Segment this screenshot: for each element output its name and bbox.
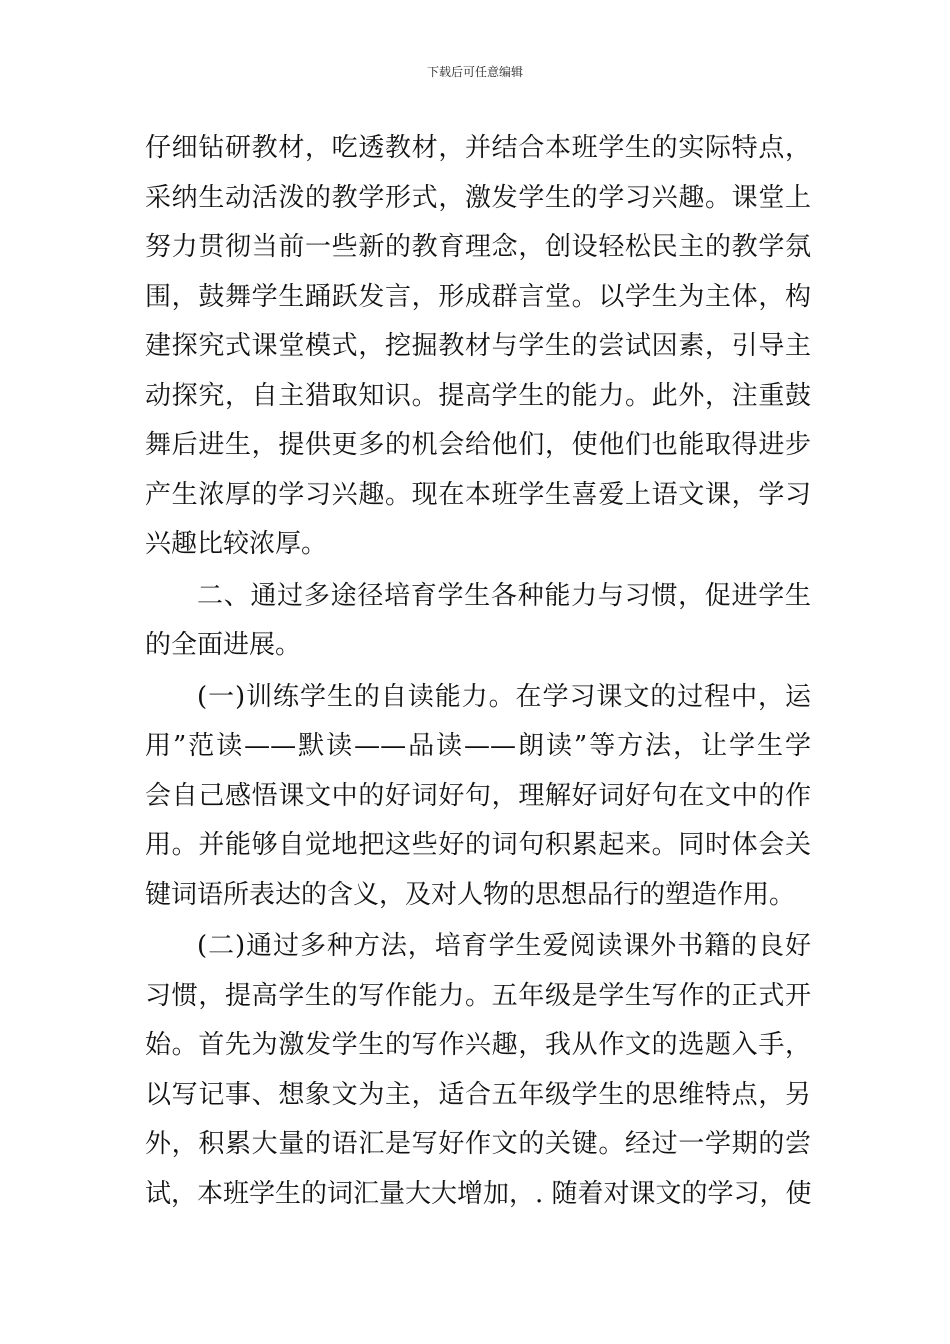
text-line: 始。首先为激发学生的写作兴趣，我从作文的选题入手， <box>145 1030 811 1060</box>
text-line: 习惯，提高学生的写作能力。五年级是学生写作的正式开 <box>145 980 811 1011</box>
text-line: 产生浓厚的学习兴趣。现在本班学生喜爱上语文课，学习 <box>145 479 811 510</box>
text-line: 会自己感悟课文中的好词好句，理解好词好句在文中的作 <box>145 780 811 811</box>
paragraph <box>145 673 811 921</box>
text-line: 的全面进展。 <box>145 630 302 660</box>
text-line: 动探究，自主猎取知识。提高学生的能力。此外，注重鼓 <box>145 380 811 411</box>
text-line: 兴趣比较浓厚。 <box>145 529 328 559</box>
text-line: 建探究式课堂模式，挖掘教材与学生的尝试因素，引导主 <box>145 331 811 361</box>
paragraph <box>145 124 811 570</box>
paragraph <box>145 572 811 671</box>
text-line: 以写记事、想象文为主，适合五年级学生的思维特点，另 <box>145 1079 811 1110</box>
text-line: 用”范读——默读——品读——朗读”等方法，让学生学 <box>145 731 811 761</box>
text-line: 努力贯彻当前一些新的教育理念，创设轻松民主的教学氛 <box>145 232 811 262</box>
text-line: 键词语所表达的含义，及对人物的思想品行的塑造作用。 <box>145 879 796 910</box>
text-line: 仔细钻研教材，吃透教材，并结合本班学生的实际特点， <box>145 133 811 163</box>
document-body <box>145 124 811 1219</box>
text-line: (一)训练学生的自读能力。在学习课文的过程中，运 <box>197 681 811 712</box>
paragraph <box>145 922 811 1219</box>
text-line: 用。并能够自觉地把这些好的词句积累起来。同时体会关 <box>145 830 811 860</box>
text-line: (二)通过多种方法，培育学生爱阅读课外书籍的良好 <box>197 931 811 961</box>
page-header: 下载后可任意编辑 <box>426 65 523 79</box>
text-line: 舞后进生，提供更多的机会给他们，使他们也能取得进步 <box>145 430 811 460</box>
text-line: 外，积累大量的语汇是写好作文的关键。经过一学期的尝 <box>145 1129 811 1159</box>
text-line: 二、通过多途径培育学生各种能力与习惯，促进学生 <box>197 580 811 611</box>
text-line: 围，鼓舞学生踊跃发言，形成群言堂。以学生为主体，构 <box>145 281 811 312</box>
text-line: 采纳生动活泼的教学形式，激发学生的学习兴趣。课堂上 <box>145 182 811 213</box>
text-line: 试，本班学生的词汇量大大增加，. 随着对课文的学习，使 <box>145 1178 812 1209</box>
